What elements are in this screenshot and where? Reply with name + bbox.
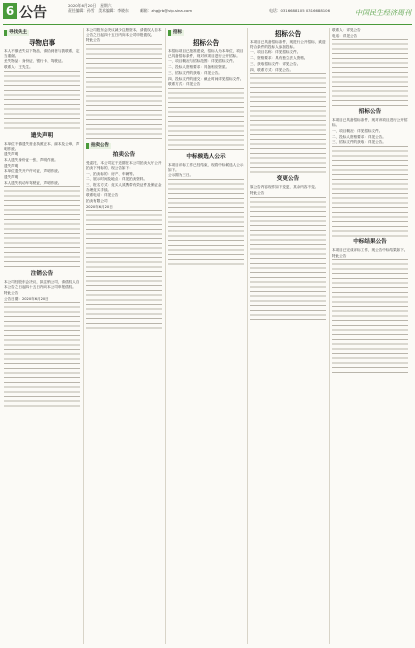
section-name: 公告 xyxy=(19,5,47,21)
body-text-block xyxy=(86,210,162,330)
article-title: 招标公告 xyxy=(192,39,220,47)
article-title: 遗失声明 xyxy=(30,132,54,139)
body-text-block xyxy=(250,197,326,321)
article-paragraph: 一、项目概况与招标范围：详见招标文件。 xyxy=(168,59,237,64)
article-paragraph: 联系电话：详见公告 xyxy=(86,193,119,198)
article-paragraph: 2020年6月20日 xyxy=(86,204,113,209)
article-paragraph: 三、报名方式：竞买人须携带有效证件及保证金办理竞买手续。 xyxy=(86,182,162,192)
body-text-block xyxy=(168,179,244,266)
text-column-1 xyxy=(4,28,80,644)
article-paragraph: 电话：详见公告 xyxy=(332,33,358,38)
section-tag: 寻找失主 xyxy=(4,30,29,36)
article-paragraph: 本单位不慎遗失营业执照正本、副本及公章，声明作废。 xyxy=(4,141,80,151)
article-paragraph: 一、项目名称：详见招标文件。 xyxy=(250,50,301,55)
column-divider xyxy=(165,28,166,644)
article-title: 寻物启事 xyxy=(28,39,56,47)
article-paragraph: 一、项目概况：详见招标文件。 xyxy=(332,128,383,133)
text-column-5 xyxy=(332,28,408,644)
article-paragraph: 三、招标文件的获取：详见公告。 xyxy=(168,70,222,75)
article-title: 变更公告 xyxy=(276,176,300,183)
body-text-block xyxy=(332,259,408,373)
body-text-block xyxy=(250,73,326,174)
article-paragraph: 联系方式：详见公告 xyxy=(168,82,201,87)
article-title: 招标公告 xyxy=(274,30,302,38)
editors: 责任编辑：孙雪 美术编辑：李晓东 xyxy=(68,8,129,13)
text-column-4 xyxy=(250,28,326,644)
brand-logo: 中国民生经济周刊 xyxy=(355,9,411,17)
article-paragraph: 本人不慎丢失以下物品，请拾到者与我联系，定当重谢。 xyxy=(4,49,80,58)
article-paragraph: 遗失声明 xyxy=(4,152,19,157)
article-paragraph: 二、资格要求：具有独立法人资格。 xyxy=(250,56,308,61)
issue-date: 2020年6月20日 星期六 xyxy=(68,3,112,8)
article-title: 注销公告 xyxy=(30,271,54,278)
body-text-block xyxy=(332,39,408,107)
article-paragraph: 本公司股东会决议减少注册资本，请债权人自本公告之日起四十五日内向本公司申报债权。 xyxy=(86,28,162,37)
body-text-block xyxy=(332,146,408,237)
article-paragraph: 公告日期：2020年6月20日 xyxy=(4,296,49,301)
article-paragraph: 四、联系方式：详见公告。 xyxy=(250,67,294,72)
article-title: 招标公告 xyxy=(358,109,382,116)
article-paragraph: 一、拍卖标的：房产、车辆等。 xyxy=(86,171,137,176)
article-paragraph: 丢失物品：身份证、银行卡、驾驶证。 xyxy=(4,59,66,64)
body-text-block xyxy=(86,44,162,141)
article-paragraph: 三、招标文件的获取：详见公告。 xyxy=(332,140,386,145)
article-paragraph: 本项目已具备招标条件，现进行公开招标，欢迎符合条件的投标人参加投标。 xyxy=(250,40,326,49)
column-divider xyxy=(247,28,248,644)
body-text-block xyxy=(168,88,244,152)
header-rule xyxy=(3,24,412,25)
page-number: 6 xyxy=(3,3,17,19)
article-paragraph: 特此公告 xyxy=(250,190,265,195)
section-tag: 招标 xyxy=(168,30,184,36)
column-divider xyxy=(83,28,84,644)
article-paragraph: 本单位遗失开户许可证，声明作废。 xyxy=(4,169,62,174)
issue-info xyxy=(68,3,138,13)
editorial-contact: 邮箱：zhgjjrb@vip.sina.com xyxy=(140,8,193,13)
article-paragraph: 二、投标人资格要求：详见公告。 xyxy=(332,134,386,139)
article-paragraph: 本项目已具备招标条件，现对该项目进行公开招标。 xyxy=(332,118,408,128)
article-paragraph: 二、展示时间及地点：详见拍卖资料。 xyxy=(86,177,148,182)
article-paragraph: 受委托，本公司定于近期在本公司拍卖大厅公开拍卖下列标的，现公告如下： xyxy=(86,161,162,170)
article-paragraph: 原公告内容现作如下变更，其余内容不变。 xyxy=(250,185,319,190)
body-text-block xyxy=(4,302,80,408)
article-title: 拍卖公告 xyxy=(112,152,136,159)
text-column-3 xyxy=(168,28,244,644)
article-paragraph: 公示期为三日。 xyxy=(168,173,194,178)
article-paragraph: 拍卖有限公司 xyxy=(86,199,108,204)
article-paragraph: 联系人：王先生。 xyxy=(4,65,33,70)
body-text-block xyxy=(4,186,80,269)
article-paragraph: 本项目评标工作已经结束，现将中标候选人公示如下。 xyxy=(168,162,244,172)
text-column-2 xyxy=(86,28,162,644)
article-title: 中标候选人公示 xyxy=(186,153,226,160)
article-paragraph: 遗失声明 xyxy=(4,175,19,180)
article-paragraph: 三、获取招标文件：详见公告。 xyxy=(250,61,301,66)
article-paragraph: 特此公告 xyxy=(4,290,19,295)
body-text-block xyxy=(4,71,80,131)
article-paragraph: 本人遗失身份证一张，声明作废。 xyxy=(4,157,58,162)
section-tag: 拍卖公告 xyxy=(86,143,111,149)
article-paragraph: 本人遗失机动车驾驶证，声明作废。 xyxy=(4,180,62,185)
article-paragraph: 二、投标人资格要求：具备相应资质。 xyxy=(168,65,230,70)
article-paragraph: 本公司经股东会决议，拟注销公司，请债权人自本公告之日起四十五日内向本公司申报债权。 xyxy=(4,280,80,290)
article-paragraph: 四、投标文件的递交：截止时间详见招标文件。 xyxy=(168,76,244,81)
phone-line: 电话：0316688105 0316688106 xyxy=(269,8,330,13)
column-divider xyxy=(329,28,330,644)
article-paragraph: 特此公告 xyxy=(86,38,101,43)
article-paragraph: 遗失声明 xyxy=(4,163,19,168)
article-paragraph: 特此公告 xyxy=(332,253,347,258)
article-paragraph: 本项目已完成评标工作，现公告中标结果如下。 xyxy=(332,247,408,252)
article-paragraph: 本招标项目已批准建设，招标人为本单位，项目已具备招标条件，现对该项目进行公开招标。 xyxy=(168,49,244,58)
article-title: 中标结果公告 xyxy=(353,238,387,245)
article-paragraph: 联系人：详见公告 xyxy=(332,28,361,32)
